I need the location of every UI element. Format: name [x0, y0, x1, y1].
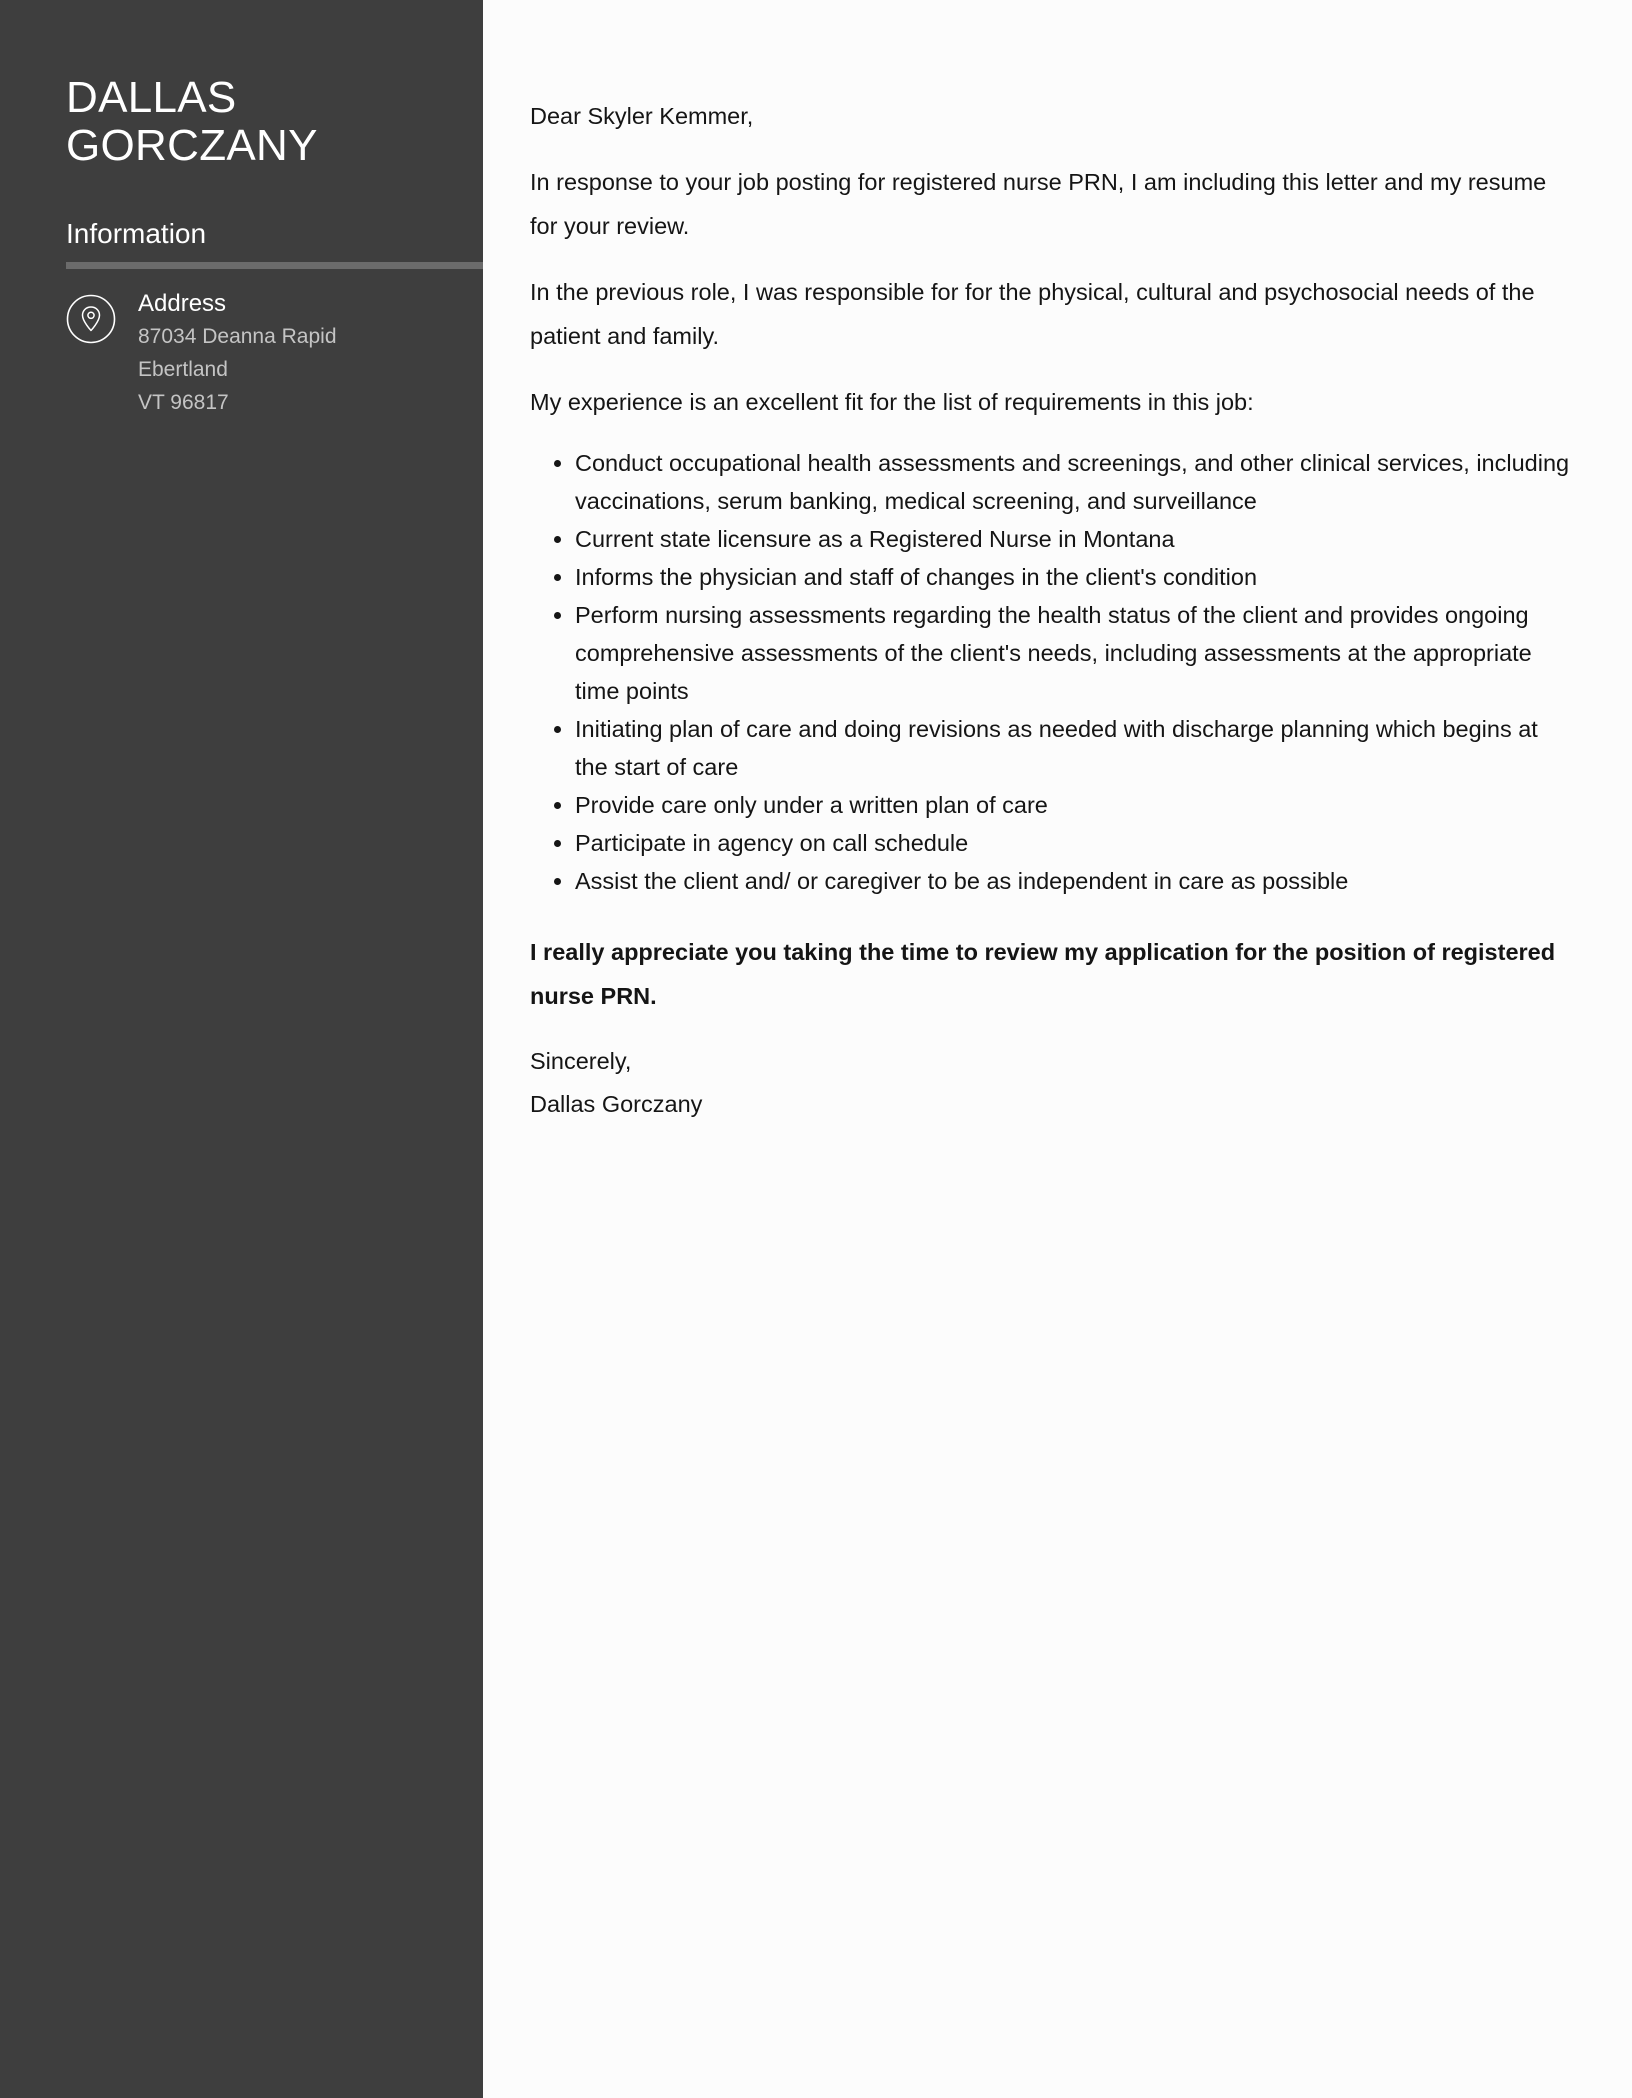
address-state-zip: VT 96817: [138, 391, 229, 414]
applicant-first-name: DALLAS: [66, 73, 237, 122]
requirements-intro: My experience is an excellent fit for the list of requirements in this job:: [530, 389, 1254, 415]
intro-paragraph: In response to your job posting for registered nurse PRN, I am including this letter and my resume for your review.: [530, 169, 1547, 239]
signoff: Sincerely,: [530, 1048, 632, 1074]
address-street: 87034 Deanna Rapid: [138, 325, 337, 348]
signature: Dallas Gorczany: [530, 1091, 703, 1117]
salutation: Dear Skyler Kemmer,: [530, 103, 754, 129]
information-divider: [66, 262, 483, 269]
applicant-name: [66, 74, 446, 170]
signoff-block: [530, 1040, 1570, 1126]
cover-letter-body: [530, 94, 1570, 1126]
list-item: • Current state licensure as a Registered Nurse in Montana: [575, 520, 1570, 558]
list-item: • Assist the client and/ or caregiver to be as independent in care as possible: [575, 862, 1570, 900]
list-item: • Provide care only under a written plan of care: [575, 786, 1570, 824]
address-label: Address: [138, 290, 227, 317]
requirements-list: [530, 444, 1570, 900]
information-heading: Information: [66, 218, 207, 249]
address-city: Ebertland: [138, 358, 228, 381]
sidebar: [0, 0, 483, 2098]
list-item: • Conduct occupational health assessments and screenings, and other clinical services, including vaccinations, serum banking, medical screening, and surveillance: [575, 444, 1570, 520]
applicant-last-name: GORCZANY: [66, 121, 318, 170]
experience-paragraph: In the previous role, I was responsible for for the physical, cultural and psychosocial needs of the patient and family.: [530, 279, 1535, 349]
address-block: [138, 288, 337, 419]
closing-paragraph: I really appreciate you taking the time to review my application for the position of registered nurse PRN.: [530, 939, 1556, 1009]
list-item: • Initiating plan of care and doing revisions as needed with discharge planning which begins at the start of care: [575, 710, 1570, 786]
location-pin-icon: [66, 294, 116, 344]
list-item: • Informs the physician and staff of changes in the client's condition: [575, 558, 1570, 596]
list-item: • Perform nursing assessments regarding the health status of the client and provides ongoing comprehensive assessments of the client's needs, including assessments at the appropriate time points: [575, 596, 1570, 710]
list-item: • Participate in agency on call schedule: [575, 824, 1570, 862]
